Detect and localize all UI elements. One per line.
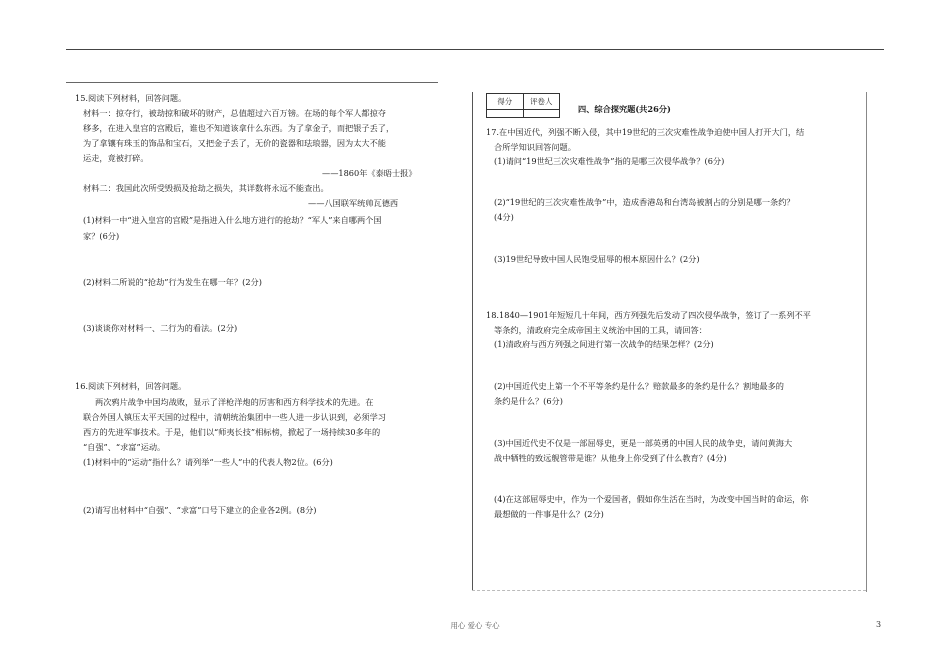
q15-material2-source: ——八国联军统帅瓦德西 — [308, 198, 399, 208]
q18-part4-line1: (4)在这部屈辱史中，作为一个爱国者，假如你生活在当时，为改变中国当时的命运，你 — [494, 494, 809, 504]
q15-material1-line1: 材料一：掠夺行，被劫掠和破坏的财产，总值超过六百万镑。在场的每个军人都掠夺 — [83, 108, 386, 118]
q15-material1-line2: 移多，在进入皇宫的宫殿后，谁也不知道该拿什么东西。为了拿金子，而把银子丢了， — [83, 123, 395, 133]
q15-material1-source: ——1860年《泰晤士报》 — [322, 168, 417, 178]
q15-part1-line2: 家？(6分) — [83, 231, 120, 241]
score-label: 得分 — [487, 94, 524, 109]
page-number: 3 — [876, 620, 882, 629]
bottom-dashed-line — [472, 590, 866, 591]
column-divider — [472, 92, 473, 590]
q17-part2-line2: (4分) — [494, 212, 514, 222]
q15-part3: (3)谈谈你对材料一、二行为的看法。(2分) — [83, 323, 238, 333]
q16-material-line2: 联合外国人镇压太平天国的过程中，清朝统治集团中一些人进一步认识到，必须学习 — [83, 412, 386, 422]
q15-material1-line4: 运走，竟被打碎。 — [83, 153, 149, 163]
q15-material2: 材料二：我国此次所受毁损及抢劫之损失，其详数将永远不能查出。 — [83, 183, 329, 193]
q16-material-line1: 两次鸦片战争中国均战败，显示了洋枪洋炮的厉害和西方科学技术的先进。在 — [95, 397, 374, 407]
q16-part2: (2)请写出材料中“自强”、“求富”口号下建立的企业各2例。(8分) — [83, 505, 317, 515]
q18-part1: (1)清政府与西方列强之间进行第一次战争的结果怎样？(2分) — [494, 339, 714, 349]
q17-stem-line2: 合所学知识回答问题。 — [494, 142, 576, 152]
q16-material-line4: “自强”、“求富”运动。 — [83, 442, 166, 452]
top-rule — [66, 49, 884, 50]
q18-part2-line1: (2)中国近代史上第一个不平等条约是什么？赔款最多的条约是什么？割地最多的 — [494, 381, 784, 391]
q15-part1-line1: (1)材料一中“进入皇宫的宫殿”是指进入什么地方进行的抢劫？“军人”来自哪两个国 — [83, 215, 382, 225]
q18-part4-line2: 最想做的一件事是什么？(2分) — [494, 509, 604, 519]
q16-part1: (1)材料中的“运动”指什么？请列举“一些人”中的代表人物2位。(6分) — [83, 457, 333, 467]
q15-material1-line3: 为了拿镶有珠玉的饰品和宝石，又把金子丢了，无价的瓷器和珐琅器，因为太大不能 — [83, 138, 386, 148]
q17-stem-line1: 17.在中国近代，列强不断入侵，其中19世纪的三次灾难性战争迫使中国人打开大门，结 — [486, 127, 805, 137]
right-border-line — [866, 92, 867, 592]
q17-part2-line1: (2)“19世纪的三次灾难性战争”中，造成香港岛和台湾岛被割占的分别是哪一条约？ — [494, 197, 795, 207]
grader-label: 评卷人 — [530, 97, 553, 106]
q17-part1: (1)请问“19世纪三次灾难性战争”指的是哪三次侵华战争？(6分) — [494, 156, 725, 166]
left-column-rule — [66, 82, 438, 83]
q16-stem: 16.阅读下列材料，回答问题。 — [75, 381, 187, 391]
q18-part2-line2: 条约是什么？(6分) — [494, 396, 563, 406]
q18-part3-line2: 战中牺牲的致远舰管带是谁？从他身上你受到了什么教育？(4分) — [494, 453, 727, 463]
section-title: 四、综合探究题(共26分) — [578, 104, 671, 114]
q16-material-line3: 西方的先进军事技术。于是，他们以“师夷长技”相标榜，掀起了一场持续30多年的 — [83, 427, 381, 437]
page-footer: 用心 爱心 专心 — [450, 621, 500, 630]
q18-stem-line1: 18.1840—1901年短短几十年间，西方列强先后发动了四次侵华战争，签订了一系列不平 — [486, 310, 811, 320]
score-box-blank-row — [486, 109, 560, 118]
q15-stem: 15.阅读下列材料，回答问题。 — [75, 93, 187, 103]
q18-stem-line2: 等条约，清政府完全成帝国主义统治中国的工具，请回答： — [494, 325, 707, 335]
score-box — [486, 93, 560, 110]
q15-part2: (2)材料二所说的“抢劫”行为发生在哪一年？(2分) — [83, 277, 262, 287]
q18-part3-line1: (3)中国近代史不仅是一部屈辱史，更是一部英勇的中国人民的战争史，请问黄海大 — [494, 438, 793, 448]
q17-part3: (3)19世纪导致中国人民饱受屈辱的根本原因什么？(2分) — [494, 254, 700, 264]
